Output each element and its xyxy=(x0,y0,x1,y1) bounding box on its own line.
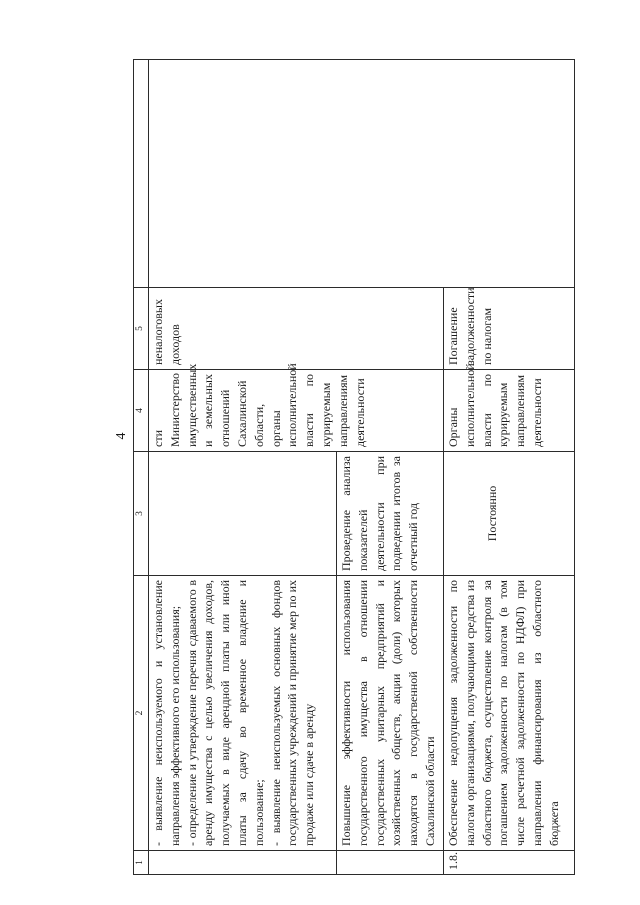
page-number: 4 xyxy=(114,432,129,440)
executor-cell: сти Министерство имущественных и земельных отношений Сахалинской области, органы исполнительной власти по курируемым направлениям деятельности xyxy=(149,370,444,452)
row-number xyxy=(149,851,337,875)
blank-cell xyxy=(134,60,149,288)
deadline-cell: Постоянно xyxy=(444,452,575,576)
row-number: 1.8. xyxy=(444,851,575,875)
result-cell: неналоговых доходов xyxy=(149,288,444,370)
rotated-page xyxy=(133,60,578,875)
header-row xyxy=(134,60,149,875)
header-cell: 2 xyxy=(134,576,149,851)
blank-cell xyxy=(149,60,575,288)
header-cell: 3 xyxy=(134,452,149,576)
measure-text: Обеспечение недопущения задолженности по налогам организациями, получающими средства из областного бюджета, осуществление контроля за погашением задолженности по налогам (в том числе расчетной задолженности по НДФЛ) при направлении финансирования из областного бюджета xyxy=(444,576,575,851)
deadline-cell xyxy=(149,452,337,576)
header-cell: 5 xyxy=(134,288,149,370)
result-cell: Погашение задолженности по налогам xyxy=(444,288,575,370)
table-row xyxy=(149,60,337,875)
measure-text: - выявление неиспользуемого и установление направления эффективного его использования; - определение и утверждение перечня сдаваемого в аренду имущества с целью увеличения доходов, получаемых в виде арендной платы или иной платы за сдачу во временное владение и пользование; - выявление неиспользуемых основных фондов государственных учреждений и принятие мер по их продаже или сдаче в аренду xyxy=(149,576,337,851)
measures-table xyxy=(133,59,575,875)
header-cell: 4 xyxy=(134,370,149,452)
deadline-cell: Проведение анализа показателей деятельности при подведении итогов за отчетный год xyxy=(337,452,444,576)
row-number xyxy=(337,851,444,875)
header-cell: 1 xyxy=(134,851,149,875)
executor-cell: Органы исполнительной власти по курируемым направлениям деятельности xyxy=(444,370,575,452)
measure-text: Повышение эффективности использования государственного имущества в отношении государственных унитарных предприятий и хозяйственных обществ, акции (доли) которых находятся в государственной собственности Сахалинской области xyxy=(337,576,444,851)
